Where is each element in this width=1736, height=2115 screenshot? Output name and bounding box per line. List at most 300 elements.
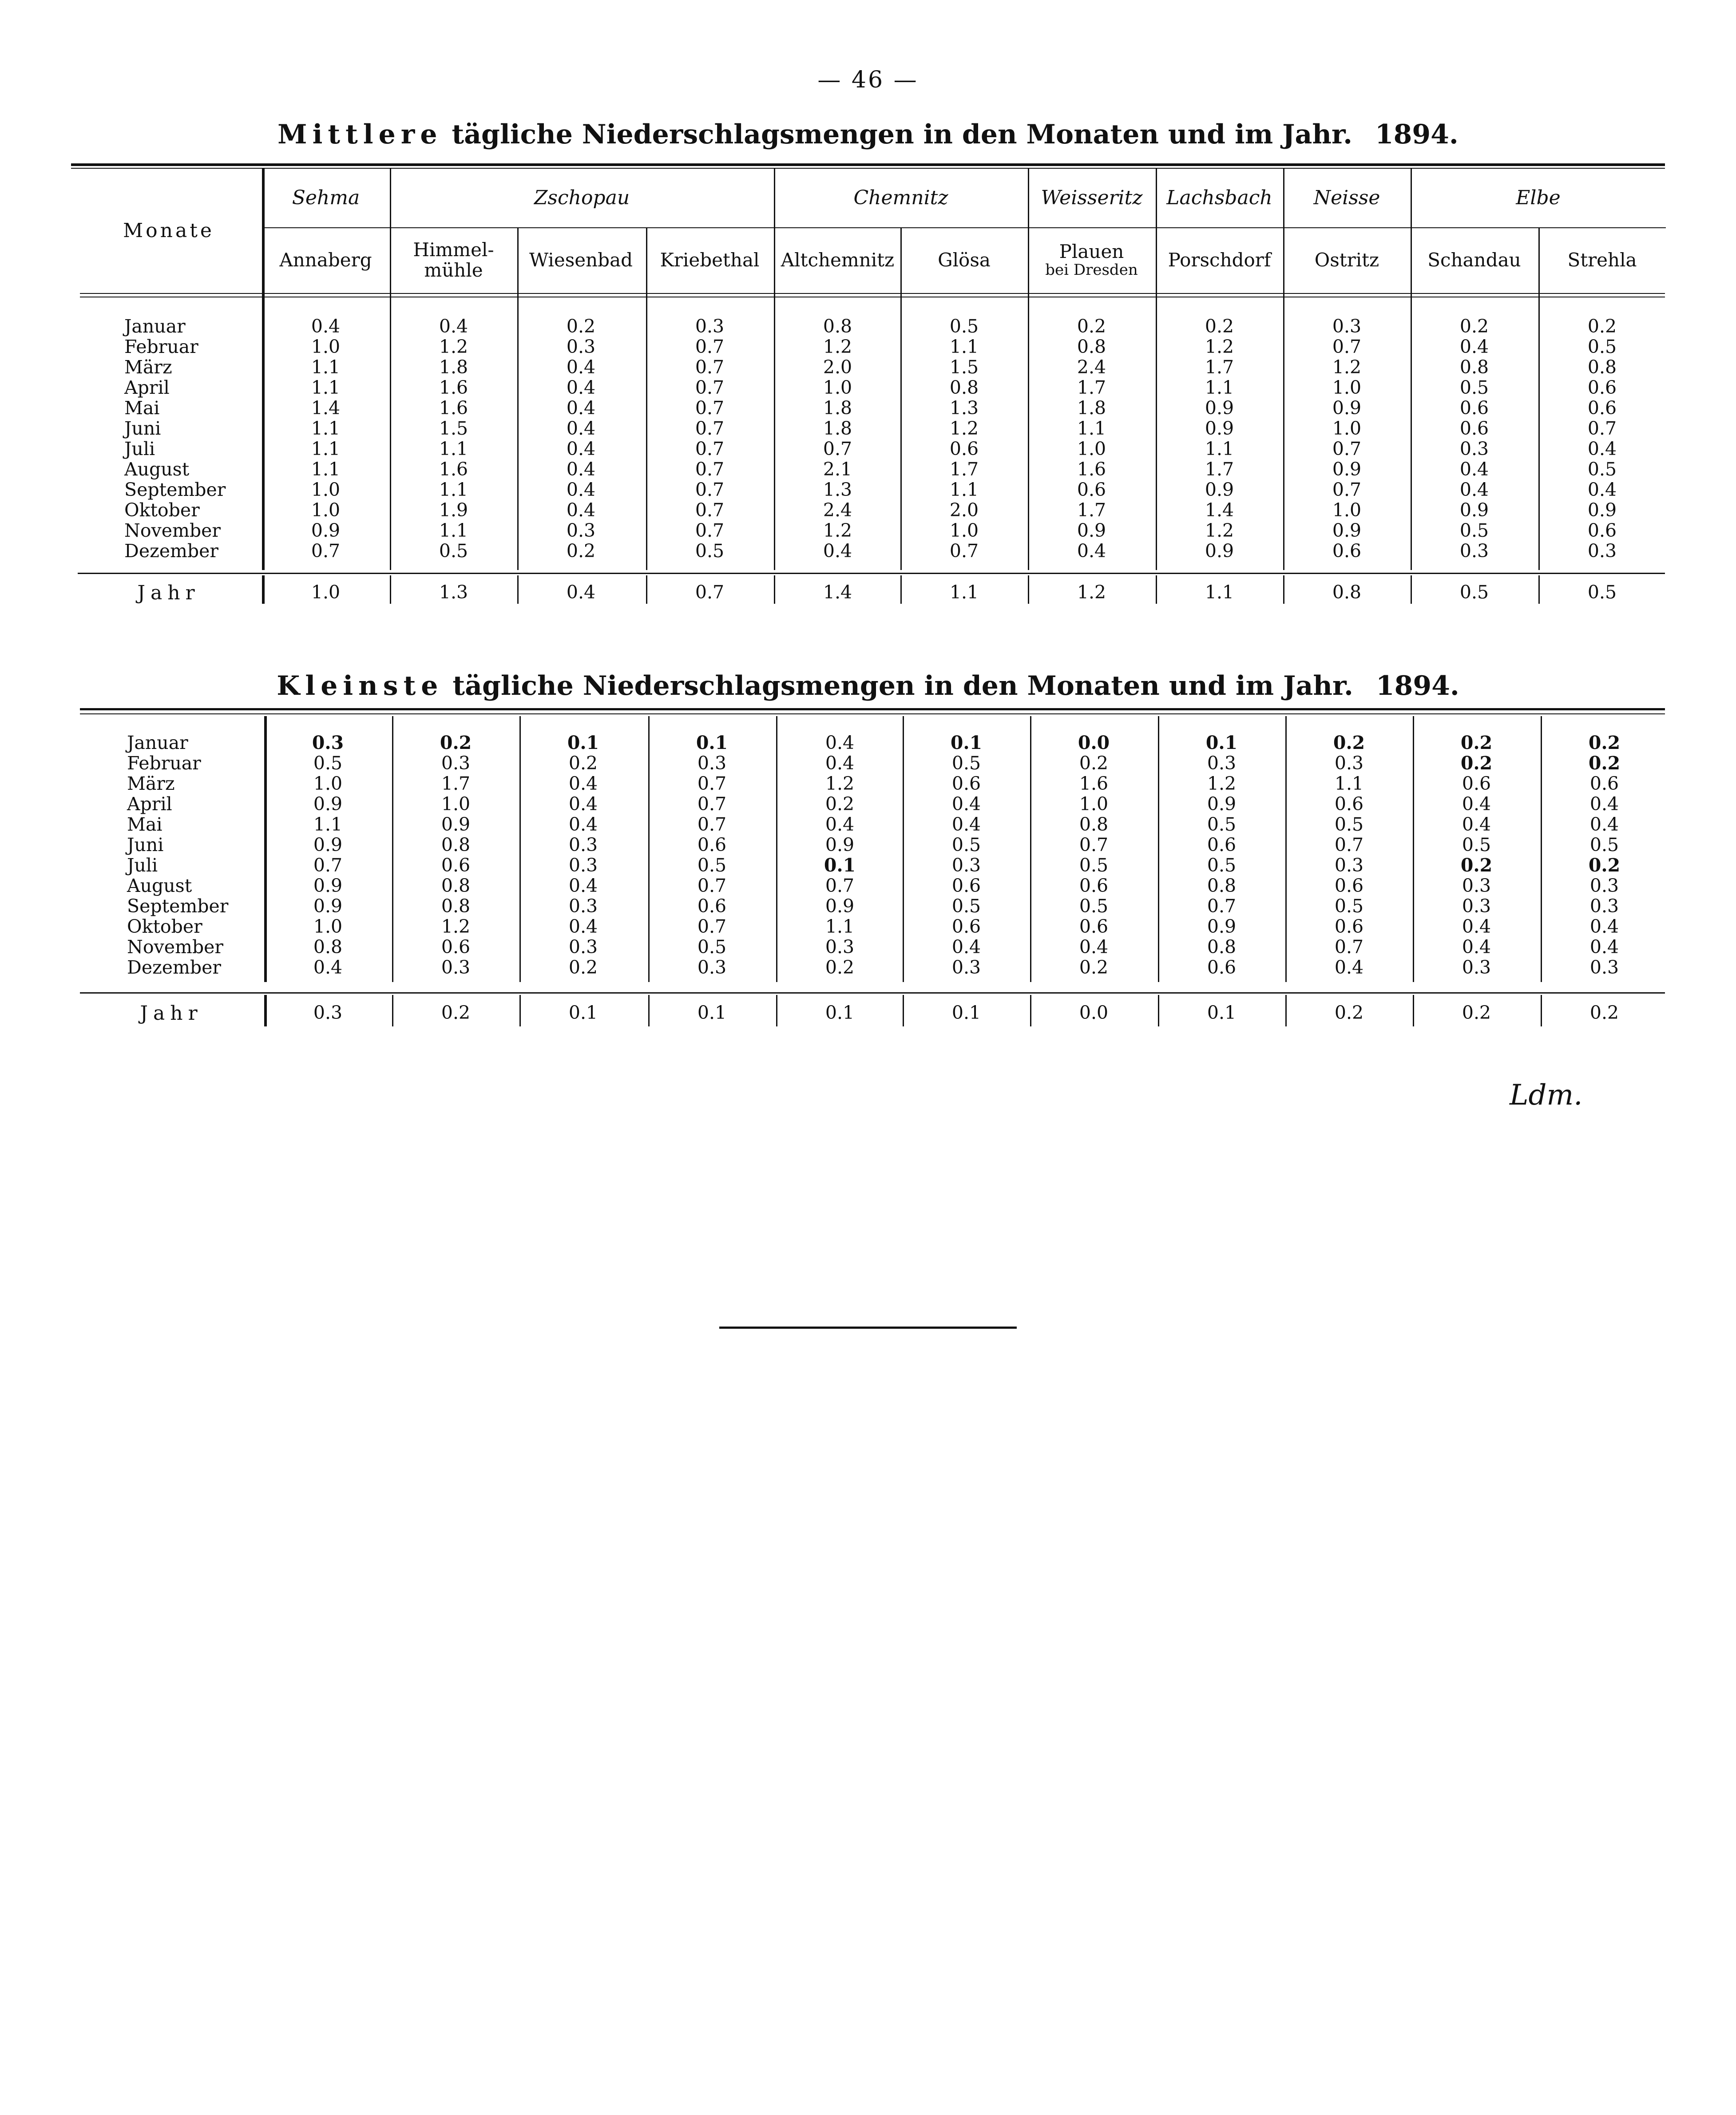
- data-cell: 1.1: [1205, 438, 1234, 459]
- month-label: Oktober: [127, 916, 202, 937]
- month-column: [127, 733, 269, 978]
- data-cell: 0.2: [1460, 753, 1493, 774]
- data-cell: 0.3: [312, 732, 344, 753]
- data-column: [646, 316, 773, 561]
- jahr-value: 0.2: [1462, 1002, 1491, 1023]
- station-name: Strehla: [1567, 249, 1637, 271]
- data-cell: 0.4: [568, 916, 598, 937]
- data-cell: 0.8: [949, 377, 979, 398]
- data-cell: 0.7: [695, 377, 725, 398]
- jahr-value: 0.2: [1589, 1002, 1619, 1023]
- data-cell: 1.2: [823, 336, 852, 357]
- data-column: [900, 316, 1028, 561]
- month-label: Juli: [127, 855, 158, 876]
- data-cell: 1.0: [311, 336, 341, 357]
- data-cell: 0.7: [823, 438, 852, 459]
- data-cell: 0.5: [439, 540, 468, 562]
- data-cell: 0.3: [1589, 957, 1619, 978]
- data-cell: 0.9: [1205, 479, 1234, 500]
- jahr-value: 1.0: [311, 582, 341, 603]
- data-cell: 0.5: [697, 855, 727, 876]
- river-header: Neisse: [1313, 186, 1380, 209]
- jahr-value: 1.3: [439, 582, 468, 603]
- data-column: [1538, 316, 1666, 561]
- data-cell: 0.2: [1333, 732, 1365, 753]
- data-cell: 0.6: [1077, 479, 1106, 500]
- data-cell: 0.6: [1079, 875, 1109, 896]
- data-cell: 1.6: [439, 459, 468, 480]
- data-cell: 1.0: [1332, 377, 1362, 398]
- data-cell: 0.6: [1459, 418, 1489, 439]
- data-cell: 0.7: [825, 875, 855, 896]
- data-cell: 0.4: [566, 499, 596, 521]
- data-cell: 0.6: [441, 936, 471, 958]
- jahr-value: 0.0: [1079, 1002, 1109, 1023]
- station-header: [1156, 227, 1283, 293]
- data-cell: 0.1: [696, 732, 728, 753]
- rule-jahr: [80, 992, 1665, 994]
- data-cell: 1.8: [823, 418, 852, 439]
- data-cell: 1.5: [439, 418, 468, 439]
- data-cell: 0.4: [566, 356, 596, 378]
- station-header: [900, 227, 1028, 293]
- data-cell: 1.1: [1077, 418, 1106, 439]
- data-cell: 1.7: [1205, 356, 1234, 378]
- jahr-value: 0.1: [568, 1002, 598, 1023]
- data-cell: 0.4: [1587, 479, 1617, 500]
- data-cell: 0.8: [441, 875, 471, 896]
- month-label: September: [127, 895, 229, 917]
- data-cell: 0.3: [1462, 895, 1491, 917]
- data-column: [1156, 316, 1283, 561]
- data-cell: 0.3: [566, 336, 596, 357]
- jahr-value: 0.5: [1459, 582, 1489, 603]
- data-cell: 0.7: [1332, 438, 1362, 459]
- station-subname: mühle: [424, 259, 483, 281]
- data-cell: 0.7: [695, 520, 725, 541]
- month-label: Dezember: [127, 957, 221, 978]
- data-cell: 0.2: [568, 753, 598, 774]
- data-cell: 1.9: [439, 499, 468, 521]
- data-cell: 0.5: [951, 753, 981, 774]
- data-column: [1285, 733, 1413, 978]
- data-cell: 1.6: [1079, 773, 1109, 794]
- data-column: [264, 733, 392, 978]
- station-name: Glösa: [938, 249, 991, 271]
- table-1-title: [71, 119, 1665, 150]
- data-cell: 0.5: [1589, 834, 1619, 856]
- data-cell: 0.1: [567, 732, 599, 753]
- data-cell: 0.4: [568, 875, 598, 896]
- data-column: [1030, 733, 1157, 978]
- data-column: [519, 733, 647, 978]
- data-cell: 0.7: [695, 356, 725, 378]
- month-label: November: [124, 520, 221, 541]
- data-cell: 0.3: [1334, 855, 1364, 876]
- data-cell: 0.5: [1334, 895, 1364, 917]
- table-2-title-lead: Kleinste: [277, 670, 444, 701]
- data-cell: 0.7: [1334, 936, 1364, 958]
- data-cell: 0.3: [695, 316, 725, 337]
- month-label: Februar: [127, 753, 201, 774]
- data-cell: 1.2: [1207, 773, 1237, 794]
- data-cell: 0.9: [311, 520, 341, 541]
- data-cell: 0.5: [1334, 814, 1364, 835]
- data-cell: 1.2: [439, 336, 468, 357]
- data-cell: 1.7: [1077, 499, 1106, 521]
- month-label: März: [127, 773, 175, 794]
- river-header: Sehma: [292, 186, 360, 209]
- data-cell: 0.5: [313, 753, 343, 774]
- month-label: Februar: [124, 336, 198, 357]
- data-cell: 0.3: [441, 957, 471, 978]
- data-cell: 0.4: [1459, 336, 1489, 357]
- data-cell: 0.8: [1207, 875, 1237, 896]
- data-column: [517, 316, 645, 561]
- rule-top: [80, 713, 1665, 714]
- station-header: [1283, 227, 1411, 293]
- data-cell: 0.5: [1207, 855, 1237, 876]
- data-cell: 0.3: [1462, 875, 1491, 896]
- data-cell: 0.2: [1079, 753, 1109, 774]
- month-label: August: [127, 875, 192, 896]
- jahr-value: 0.5: [1587, 582, 1617, 603]
- month-label: Juli: [124, 438, 155, 459]
- month-label: Juni: [124, 418, 161, 439]
- data-cell: 0.4: [1462, 793, 1491, 815]
- data-cell: 0.7: [311, 540, 341, 562]
- station-name: Porschdorf: [1168, 249, 1271, 271]
- data-cell: 0.9: [1332, 459, 1362, 480]
- data-column: [262, 316, 389, 561]
- data-cell: 0.7: [1332, 336, 1362, 357]
- data-cell: 0.9: [1205, 397, 1234, 419]
- data-cell: 0.6: [1334, 793, 1364, 815]
- data-cell: 0.7: [695, 499, 725, 521]
- month-label: September: [124, 479, 226, 500]
- data-cell: 0.3: [951, 855, 981, 876]
- data-cell: 0.3: [1334, 753, 1364, 774]
- data-cell: 0.7: [1587, 418, 1617, 439]
- data-cell: 0.2: [1205, 316, 1234, 337]
- data-cell: 1.0: [1332, 499, 1362, 521]
- data-cell: 0.7: [695, 418, 725, 439]
- month-label: August: [124, 459, 190, 480]
- data-cell: 1.1: [1205, 377, 1234, 398]
- data-cell: 0.6: [1587, 520, 1617, 541]
- station-header: [1411, 227, 1538, 293]
- data-cell: 0.2: [568, 957, 598, 978]
- data-cell: 0.4: [825, 732, 855, 753]
- data-cell: 0.3: [1332, 316, 1362, 337]
- data-cell: 0.9: [1205, 540, 1234, 562]
- data-column: [774, 316, 901, 561]
- data-cell: 0.7: [695, 336, 725, 357]
- data-cell: 1.0: [1079, 793, 1109, 815]
- month-label: Mai: [124, 397, 160, 419]
- jahr-value: 1.2: [1077, 582, 1106, 603]
- data-cell: 0.7: [697, 814, 727, 835]
- jahr-value: 0.2: [1334, 1002, 1364, 1023]
- month-label: Januar: [127, 732, 188, 753]
- station-header: [1538, 227, 1666, 293]
- data-cell: 0.5: [697, 936, 727, 958]
- data-cell: 2.4: [823, 499, 852, 521]
- data-cell: 1.7: [949, 459, 979, 480]
- data-cell: 0.5: [951, 834, 981, 856]
- river-header: Chemnitz: [853, 186, 948, 209]
- data-cell: 0.2: [1460, 732, 1493, 753]
- jahr-value: 0.3: [313, 1002, 343, 1023]
- data-cell: 0.7: [697, 793, 727, 815]
- data-cell: 1.3: [823, 479, 852, 500]
- data-cell: 1.1: [311, 459, 341, 480]
- data-cell: 0.7: [949, 540, 979, 562]
- data-cell: 0.4: [568, 773, 598, 794]
- data-cell: 0.3: [568, 895, 598, 917]
- month-label: Juni: [127, 834, 164, 856]
- jahr-value: 0.8: [1332, 582, 1362, 603]
- data-cell: 0.9: [1205, 418, 1234, 439]
- data-cell: 1.0: [823, 377, 852, 398]
- data-cell: 0.4: [1462, 936, 1491, 958]
- data-cell: 1.2: [441, 916, 471, 937]
- data-cell: 0.7: [1079, 834, 1109, 856]
- month-label: März: [124, 356, 172, 378]
- data-cell: 0.7: [1334, 834, 1364, 856]
- station-name: Wiesenbad: [529, 249, 633, 271]
- data-column: [1028, 316, 1155, 561]
- data-cell: 0.3: [1589, 895, 1619, 917]
- page-number: — 46 —: [817, 67, 919, 93]
- data-cell: 1.6: [439, 397, 468, 419]
- closing-rule: [719, 1327, 1017, 1329]
- data-cell: 0.8: [1079, 814, 1109, 835]
- month-column: [124, 316, 266, 561]
- data-cell: 0.3: [1459, 438, 1489, 459]
- data-cell: 0.9: [1587, 499, 1617, 521]
- data-cell: 0.7: [1207, 895, 1237, 917]
- data-cell: 0.4: [1589, 916, 1619, 937]
- station-header: [1028, 227, 1155, 293]
- data-cell: 0.2: [1587, 316, 1617, 337]
- data-cell: 0.9: [1332, 520, 1362, 541]
- table-2-title-year: 1894.: [1375, 670, 1459, 701]
- data-cell: 1.2: [1332, 356, 1362, 378]
- data-cell: 0.2: [440, 732, 472, 753]
- data-cell: 0.4: [1589, 814, 1619, 835]
- rule-top-thick: [71, 163, 1665, 166]
- data-cell: 0.7: [695, 438, 725, 459]
- data-cell: 0.6: [1207, 957, 1237, 978]
- data-cell: 1.2: [825, 773, 855, 794]
- data-cell: 0.4: [439, 316, 468, 337]
- data-cell: 0.4: [1459, 459, 1489, 480]
- data-cell: 0.4: [951, 936, 981, 958]
- data-cell: 0.2: [566, 316, 596, 337]
- data-cell: 0.4: [1587, 438, 1617, 459]
- data-cell: 1.0: [1077, 438, 1106, 459]
- data-cell: 0.7: [695, 479, 725, 500]
- station-name: Ostritz: [1314, 249, 1379, 271]
- station-name: Schandau: [1427, 249, 1521, 271]
- data-cell: 0.6: [441, 855, 471, 876]
- data-cell: 1.2: [1205, 520, 1234, 541]
- data-cell: 0.2: [1459, 316, 1489, 337]
- data-cell: 0.0: [1078, 732, 1110, 753]
- data-column: [1541, 733, 1668, 978]
- data-cell: 0.8: [823, 316, 852, 337]
- table-1-title-rest: tägliche Niederschlagsmengen in den Monaten und im Jahr.: [452, 119, 1353, 150]
- data-cell: 1.5: [949, 356, 979, 378]
- data-cell: 0.1: [950, 732, 983, 753]
- data-cell: 0.9: [313, 875, 343, 896]
- data-cell: 0.4: [1079, 936, 1109, 958]
- data-cell: 0.9: [313, 793, 343, 815]
- station-name: Plauen: [1059, 241, 1124, 263]
- data-cell: 0.5: [951, 895, 981, 917]
- data-cell: 0.3: [1589, 875, 1619, 896]
- data-cell: 0.4: [1462, 814, 1491, 835]
- data-column: [392, 733, 519, 978]
- data-cell: 0.9: [441, 814, 471, 835]
- table-2-title: [71, 670, 1665, 701]
- data-cell: 1.0: [1332, 418, 1362, 439]
- data-column: [903, 733, 1030, 978]
- jahr-label: Jahr: [137, 582, 200, 604]
- data-cell: 1.7: [1077, 377, 1106, 398]
- data-cell: 0.6: [951, 916, 981, 937]
- data-cell: 0.9: [825, 834, 855, 856]
- data-cell: 0.6: [1332, 540, 1362, 562]
- data-cell: 0.8: [1207, 936, 1237, 958]
- data-cell: 0.2: [566, 540, 596, 562]
- data-cell: 1.1: [439, 479, 468, 500]
- data-cell: 0.4: [566, 438, 596, 459]
- river-header: Lachsbach: [1166, 186, 1272, 209]
- data-cell: 0.4: [566, 418, 596, 439]
- data-cell: 0.5: [1462, 834, 1491, 856]
- data-cell: 0.6: [1587, 377, 1617, 398]
- rule-header-bottom: [80, 293, 1665, 294]
- station-name: Annaberg: [279, 249, 372, 271]
- data-cell: 0.9: [825, 895, 855, 917]
- data-cell: 0.7: [697, 875, 727, 896]
- data-cell: 1.8: [823, 397, 852, 419]
- data-cell: 1.0: [949, 520, 979, 541]
- data-cell: 0.9: [1459, 499, 1489, 521]
- data-cell: 0.5: [1079, 855, 1109, 876]
- jahr-value: 0.1: [825, 1002, 855, 1023]
- data-cell: 1.1: [825, 916, 855, 937]
- data-cell: 1.1: [949, 479, 979, 500]
- data-cell: 0.4: [566, 479, 596, 500]
- data-cell: 0.2: [1588, 753, 1621, 774]
- data-cell: 1.0: [311, 499, 341, 521]
- data-cell: 1.4: [311, 397, 341, 419]
- data-column: [390, 316, 517, 561]
- data-cell: 0.5: [1459, 377, 1489, 398]
- data-cell: 0.8: [441, 834, 471, 856]
- jahr-value: 0.2: [441, 1002, 471, 1023]
- data-cell: 1.2: [823, 520, 852, 541]
- data-cell: 1.1: [311, 418, 341, 439]
- data-cell: 2.0: [823, 356, 852, 378]
- month-label: Januar: [124, 316, 186, 337]
- data-cell: 0.7: [697, 773, 727, 794]
- data-cell: 0.6: [1459, 397, 1489, 419]
- data-cell: 0.6: [1462, 773, 1491, 794]
- data-cell: 0.4: [823, 540, 852, 562]
- data-cell: 0.5: [1079, 895, 1109, 917]
- river-header: Weisseritz: [1041, 186, 1143, 209]
- data-cell: 1.1: [313, 814, 343, 835]
- data-cell: 1.4: [1205, 499, 1234, 521]
- month-label: Mai: [127, 814, 163, 835]
- data-cell: 1.1: [311, 438, 341, 459]
- data-cell: 0.9: [1077, 520, 1106, 541]
- station-header: [517, 227, 645, 293]
- table-1-title-lead: Mittlere: [277, 119, 443, 150]
- data-cell: 0.8: [313, 936, 343, 958]
- data-cell: 0.7: [1332, 479, 1362, 500]
- data-cell: 0.3: [568, 834, 598, 856]
- data-cell: 1.2: [1205, 336, 1234, 357]
- data-column: [1158, 733, 1285, 978]
- data-cell: 0.6: [697, 834, 727, 856]
- data-cell: 0.4: [1589, 936, 1619, 958]
- station-name: Kriebethal: [660, 249, 760, 271]
- data-cell: 0.8: [441, 895, 471, 917]
- data-cell: 0.3: [568, 936, 598, 958]
- data-cell: 0.3: [825, 936, 855, 958]
- data-cell: 0.2: [1588, 732, 1621, 753]
- data-cell: 1.0: [313, 916, 343, 937]
- data-cell: 0.3: [568, 855, 598, 876]
- station-name: Himmel-: [413, 238, 494, 261]
- data-cell: 0.9: [313, 834, 343, 856]
- data-cell: 0.4: [568, 793, 598, 815]
- data-cell: 1.0: [313, 773, 343, 794]
- data-cell: 1.8: [1077, 397, 1106, 419]
- data-cell: 0.5: [1587, 336, 1617, 357]
- jahr-value: 0.4: [566, 582, 596, 603]
- data-column: [1283, 316, 1411, 561]
- data-cell: 0.6: [949, 438, 979, 459]
- data-cell: 0.5: [1207, 814, 1237, 835]
- data-cell: 0.2: [1077, 316, 1106, 337]
- rule-top-thick: [80, 708, 1665, 710]
- data-cell: 0.3: [1207, 753, 1237, 774]
- data-cell: 0.7: [695, 397, 725, 419]
- station-subname: bei Dresden: [1045, 261, 1138, 279]
- data-cell: 0.4: [566, 397, 596, 419]
- data-column: [1411, 316, 1538, 561]
- data-cell: 0.7: [313, 855, 343, 876]
- data-cell: 1.6: [439, 377, 468, 398]
- data-cell: 2.1: [823, 459, 852, 480]
- data-cell: 0.6: [1334, 916, 1364, 937]
- data-cell: 0.1: [824, 855, 856, 876]
- data-cell: 0.3: [1587, 540, 1617, 562]
- data-cell: 0.5: [695, 540, 725, 562]
- data-column: [776, 733, 904, 978]
- data-cell: 0.4: [1077, 540, 1106, 562]
- data-cell: 0.7: [697, 916, 727, 937]
- table-1-title-year: 1894.: [1375, 119, 1459, 150]
- data-cell: 0.2: [1079, 957, 1109, 978]
- data-cell: 0.5: [1459, 520, 1489, 541]
